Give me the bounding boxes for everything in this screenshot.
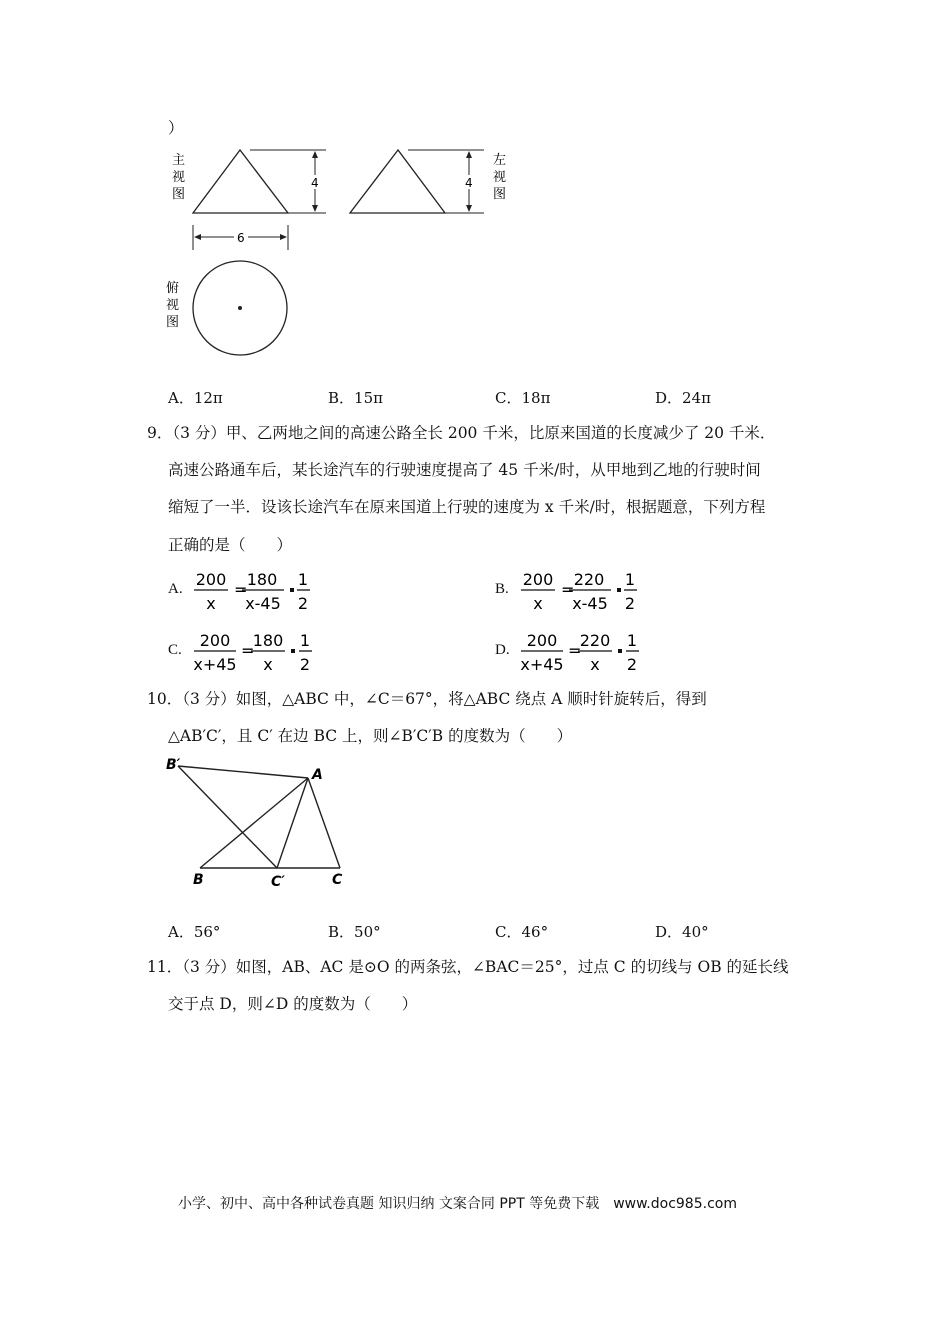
point-a-label: A [312, 767, 323, 783]
q9-option-d-equation [519, 627, 649, 675]
frac-b-left-den: x [533, 594, 543, 613]
frac-a-half-num: 1 [297, 570, 309, 589]
frac-c-left-num: 200 [199, 631, 231, 650]
multiply-dot [617, 588, 621, 592]
q9-option-d-label: D. [495, 642, 510, 658]
q9-option-c-equation [192, 627, 322, 675]
top-view-label-3: 图 [166, 315, 180, 330]
q8-three-views-figure [160, 140, 540, 365]
frac-b-half-num: 1 [624, 570, 636, 589]
frac-d-half-num: 1 [626, 631, 638, 650]
left-height-value: 4 [465, 176, 473, 190]
frac-b-right-num: 220 [573, 570, 605, 589]
frac-a-left-num: 200 [195, 570, 227, 589]
q9-option-a-label: A. [168, 581, 183, 597]
frac-c-left-den: x+45 [193, 655, 237, 674]
front-view-label-2: 视 [172, 170, 186, 185]
q10-rotation-figure [160, 752, 360, 892]
front-view-label-3: 图 [172, 187, 186, 202]
frac-c-half-den: 2 [299, 655, 311, 674]
top-view-center-dot [238, 306, 242, 310]
equals-sign: = [241, 641, 255, 660]
front-view-label-1: 主 [172, 153, 186, 168]
q9-line-3: 缩短了一半．设该长途汽车在原来国道上行驶的速度为 x 千米/时，根据题意，下列方程 [168, 498, 766, 516]
frac-b-left-num: 200 [522, 570, 554, 589]
frac-a-right-den: x-45 [245, 594, 281, 613]
q9-option-a-equation [192, 566, 322, 614]
q10-option-b: B．50° [328, 923, 381, 941]
q10-option-a: A．56° [168, 923, 221, 941]
q9-line-1: 9．（3 分）甲、乙两地之间的高速公路全长 200 千米，比原来国道的长度减少了 20 千米． [147, 424, 776, 442]
q10-line-1: 10．（3 分）如图，△ABC 中，∠C＝67°，将△ABC 绕点 A 顺时针旋转后，得到 [147, 690, 707, 708]
left-view-label-2: 视 [493, 170, 507, 185]
q11-line-2: 交于点 D，则∠D 的度数为（ ） [168, 995, 418, 1013]
q10-line-2: △AB′C′，且 C′ 在边 BC 上，则∠B′C′B 的度数为（ ） [168, 727, 573, 745]
q8-option-d: D．24π [655, 389, 711, 407]
frac-a-left-den: x [206, 594, 216, 613]
q8-option-c: C．18π [495, 389, 551, 407]
q10-option-d: D．40° [655, 923, 709, 941]
frac-c-right-num: 180 [252, 631, 284, 650]
segment-b-prime-a [178, 766, 308, 778]
top-view-label-1: 俯 [166, 281, 180, 296]
point-c-prime-label: C′ [271, 874, 285, 890]
q9-option-b-equation [519, 566, 649, 614]
left-view-triangle [350, 150, 445, 213]
frac-d-right-den: x [590, 655, 600, 674]
frac-d-left-den: x+45 [520, 655, 564, 674]
top-view-label-2: 视 [166, 298, 180, 313]
left-view-label-1: 左 [493, 153, 507, 168]
front-width-value: 6 [237, 231, 245, 245]
point-c-label: C [332, 872, 343, 888]
multiply-dot [618, 649, 622, 653]
frac-d-left-num: 200 [526, 631, 558, 650]
segment-a-c [308, 778, 340, 868]
frac-a-right-num: 180 [246, 570, 278, 589]
point-b-prime-label: B′ [166, 757, 181, 773]
left-view-label-3: 图 [493, 187, 507, 202]
frac-b-half-den: 2 [624, 594, 636, 613]
equals-sign: = [234, 580, 248, 599]
frac-a-half-den: 2 [297, 594, 309, 613]
equals-sign: = [561, 580, 575, 599]
frac-d-right-num: 220 [579, 631, 611, 650]
q9-option-b-label: B. [495, 581, 509, 597]
multiply-dot [290, 588, 294, 592]
q8-option-b: B．15π [328, 389, 383, 407]
frac-c-right-den: x [263, 655, 273, 674]
q9-option-c-label: C. [168, 642, 182, 658]
q11-line-1: 11．（3 分）如图，AB、AC 是⊙O 的两条弦，∠BAC＝25°，过点 C 的切线与 OB 的延长线 [147, 958, 789, 976]
frac-d-half-den: 2 [626, 655, 638, 674]
point-b-label: B [193, 872, 204, 888]
page-footer: 小学、初中、高中各种试卷真题 知识归纳 文案合同 PPT 等免费下载 www.doc985.com [178, 1196, 737, 1212]
q8-closing-paren: ） [168, 119, 184, 137]
frac-c-half-num: 1 [299, 631, 311, 650]
q9-line-2: 高速公路通车后，某长途汽车的行驶速度提高了 45 千米/时，从甲地到乙地的行驶时间 [168, 461, 761, 479]
front-height-value: 4 [311, 176, 319, 190]
multiply-dot [291, 649, 295, 653]
q9-line-4: 正确的是（ ） [168, 536, 293, 554]
frac-b-right-den: x-45 [572, 594, 608, 613]
equals-sign: = [568, 641, 582, 660]
front-view-triangle [193, 150, 288, 213]
q8-option-a: A．12π [168, 389, 223, 407]
q10-option-c: C．46° [495, 923, 549, 941]
